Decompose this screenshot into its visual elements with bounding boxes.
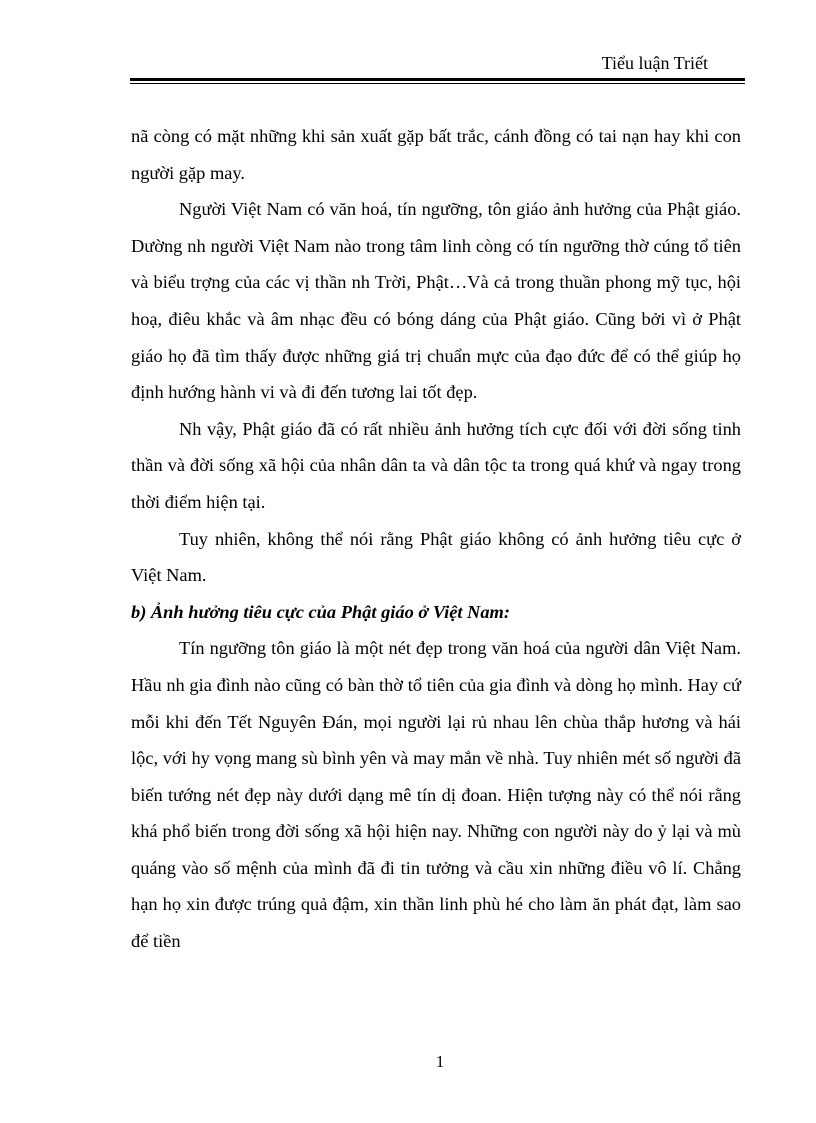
header-rule-thick <box>130 78 745 81</box>
page-number: 1 <box>435 1052 445 1071</box>
paragraph-3: Nh vậy, Phật giáo đã có rất nhiều ảnh hưởng tích cực đối với đời sống tinh thần và đời sống xã hội của nhân dân ta và dân tộc ta trong quá khứ và ngay trong thời điểm hiện tại. <box>131 418 741 512</box>
body-text <box>131 118 741 960</box>
paragraph-4: Tuy nhiên, không thể nói rằng Phật giáo không có ảnh hưởng tiêu cực ở Việt Nam. <box>131 528 741 586</box>
paragraph-1: nã còng có mặt những khi sản xuất gặp bất trắc, cánh đồng có tai nạn hay khi con người gặp may. <box>131 126 741 183</box>
header-rule-thin <box>130 83 745 84</box>
section-heading: b) Ảnh hưởng tiêu cực của Phật giáo ở Việt Nam: <box>131 601 510 622</box>
paragraph-5: Tín ngưỡng tôn giáo là một nét đẹp trong văn hoá của người dân Việt Nam. Hầu nh gia đình nào cũng có bàn thờ tổ tiên của gia đình và dòng họ mình. Hay cứ mỗi khi đến Tết Nguyên Đán, mọi người lại rủ nhau lên chùa thắp hương và hái lộc, với hy vọng mang sù bình yên và may mắn về nhà. Tuy nhiên mét số người đã biến tướng nét đẹp này dưới dạng mê tín dị đoan. Hiện tượng này có thể nói rằng khá phổ biến trong đời sống xã hội hiện nay. Những con người này do ỷ lại và mù quáng vào số mệnh của mình đã đi tin tưởng và cầu xin những điều vô lí. Chẳng hạn họ xin được trúng quả đậm, xin thần linh phù hé cho làm ăn phát đạt, làm sao để tiền <box>131 638 741 952</box>
header-title: Tiểu luận Triết <box>601 53 708 73</box>
paragraph-2: Người Việt Nam có văn hoá, tín ngưỡng, tôn giáo ảnh hưởng của Phật giáo. Dường nh người Việt Nam nào trong tâm linh còng có tín ngưỡng thờ cúng tổ tiên và biểu trợng của các vị thần nh Trời, Phật…Và cả trong thuần phong mỹ tục, hội hoạ, điêu khắc và âm nhạc đều có bóng dáng của Phật giáo. Cũng bởi vì ở Phật giáo họ đã tìm thấy được những giá trị chuẩn mực của đạo đức để có thể giúp họ định hướng hành vi và đi đến tương lai tốt đẹp. <box>131 199 741 403</box>
